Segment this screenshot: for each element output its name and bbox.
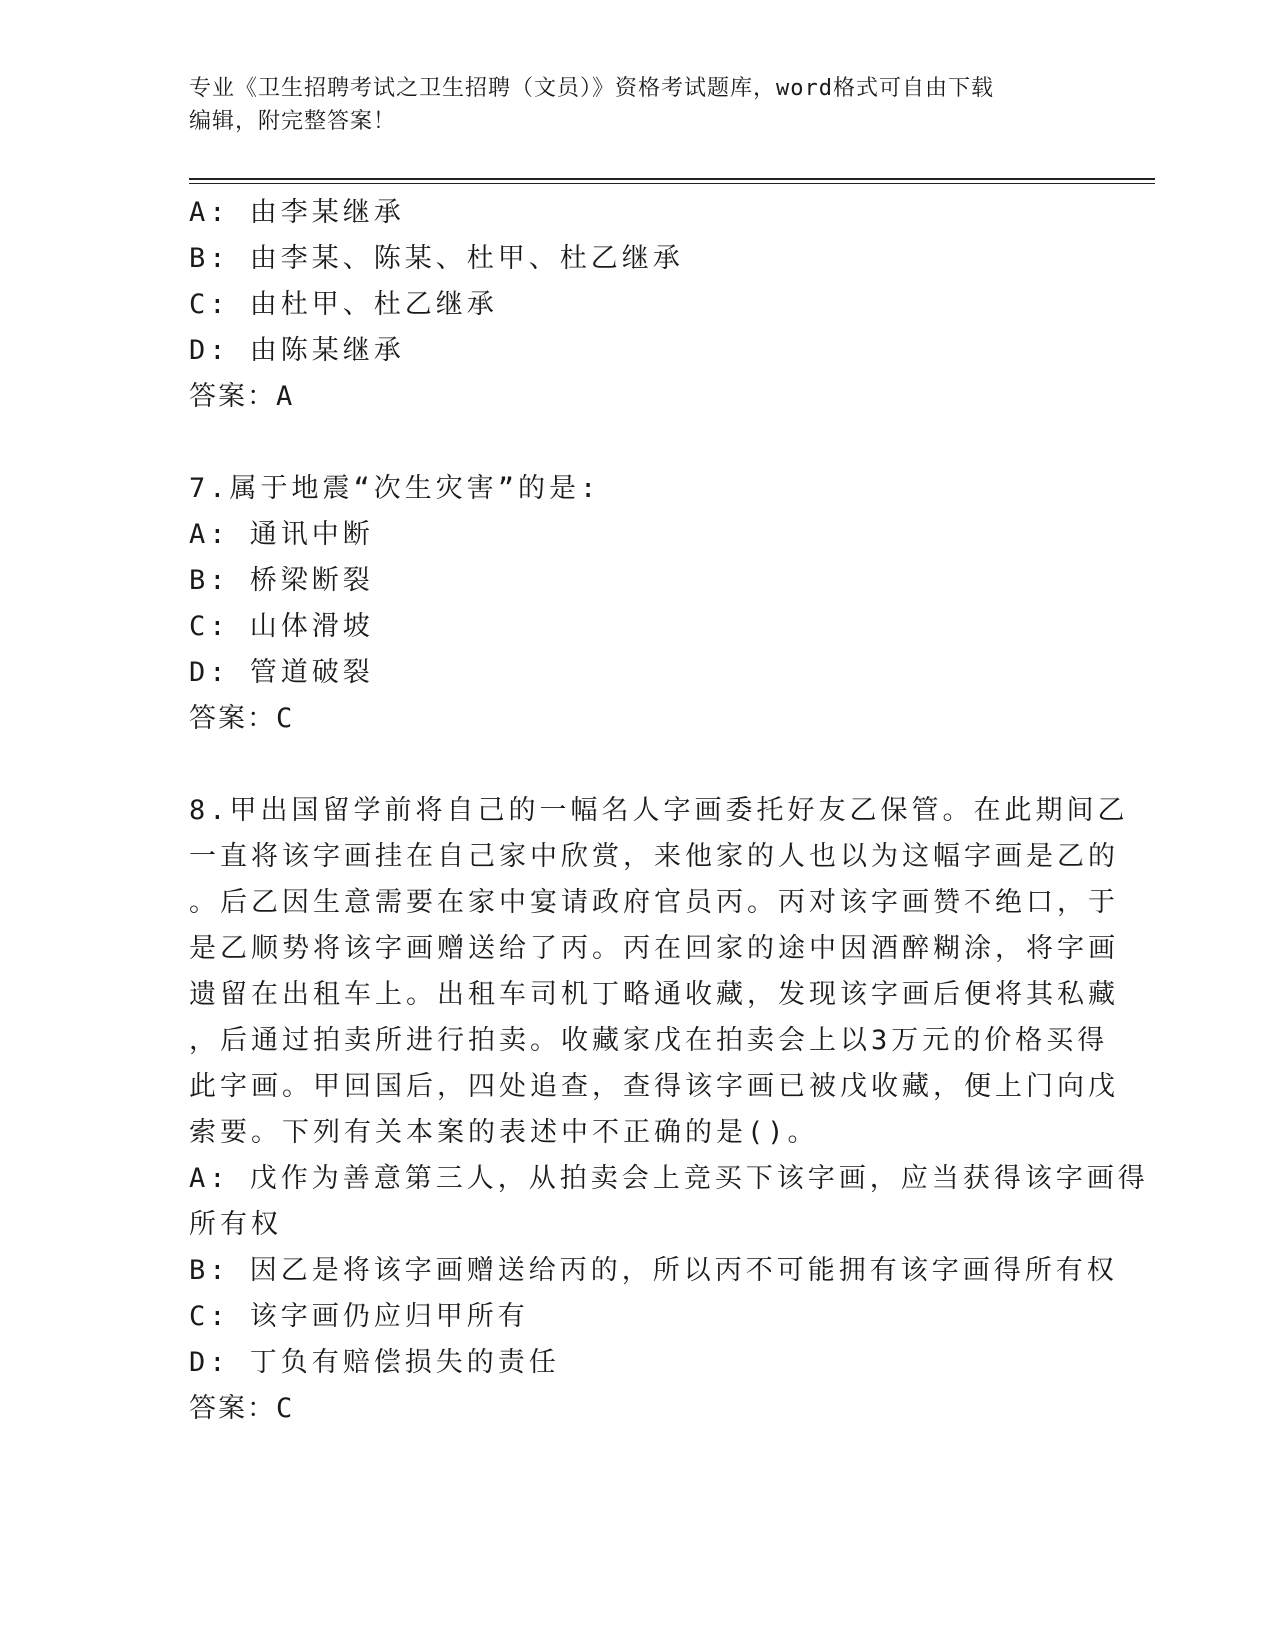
q8-question-line: 一直将该字画挂在自己家中欣赏，来他家的人也以为这幅字画是乙的 <box>189 841 1119 872</box>
q8-question-line: 。后乙因生意需要在家中宴请政府官员丙。丙对该字画赞不绝口，于 <box>189 887 1119 918</box>
q8-question-line: 索要。下列有关本案的表述中不正确的是()。 <box>189 1117 819 1148</box>
q8-answer: 答案：C <box>189 1393 295 1424</box>
spacer <box>189 742 1079 788</box>
q6-option-d: D: 由陈某继承 <box>189 335 405 366</box>
q7-answer: 答案：C <box>189 703 295 734</box>
q7-option-d: D: 管道破裂 <box>189 657 374 688</box>
q8-question-line: ，后通过拍卖所进行拍卖。收藏家戊在拍卖会上以3万元的价格买得 <box>189 1025 1109 1056</box>
question-6-block <box>189 190 1079 420</box>
document-body <box>189 190 1149 1432</box>
q8-option-a-line: A: 戊作为善意第三人，从拍卖会上竞买下该字画，应当获得该字画得 <box>189 1163 1149 1194</box>
q7-option-a: A: 通讯中断 <box>189 519 374 550</box>
header-line-2: 编辑，附完整答案！ <box>189 109 397 134</box>
q7-option-b: B: 桥梁断裂 <box>189 565 374 596</box>
q8-option-d: D: 丁负有赔偿损失的责任 <box>189 1347 560 1378</box>
header-divider-thin <box>189 183 1155 184</box>
question-7-block <box>189 466 1079 742</box>
q6-option-a: A: 由李某继承 <box>189 197 405 228</box>
q7-question: 7.属于地震“次生灾害”的是: <box>189 473 601 504</box>
q8-question-line: 此字画。甲回国后，四处追查，查得该字画已被戊收藏，便上门向戊 <box>189 1071 1119 1102</box>
q7-option-c: C: 山体滑坡 <box>189 611 374 642</box>
header-divider-thick <box>189 178 1155 180</box>
question-8-block <box>189 788 1149 1432</box>
q8-option-c: C: 该字画仍应归甲所有 <box>189 1301 529 1332</box>
q8-option-a-line: 所有权 <box>189 1209 282 1240</box>
q6-option-b: B: 由李某、陈某、杜甲、杜乙继承 <box>189 243 684 274</box>
spacer <box>189 420 1079 466</box>
q6-answer: 答案：A <box>189 381 295 412</box>
q8-question-line: 遗留在出租车上。出租车司机丁略通收藏，发现该字画后便将其私藏 <box>189 979 1119 1010</box>
document-header <box>189 72 1089 138</box>
q8-question-line: 是乙顺势将该字画赠送给了丙。丙在回家的途中因酒醉糊涂，将字画 <box>189 933 1119 964</box>
header-line-1: 专业《卫生招聘考试之卫生招聘（文员）》资格考试题库，word格式可自由下载 <box>189 76 994 101</box>
q6-option-c: C: 由杜甲、杜乙继承 <box>189 289 498 320</box>
q8-option-b: B: 因乙是将该字画赠送给丙的，所以丙不可能拥有该字画得所有权 <box>189 1255 1118 1286</box>
q8-question-line: 8.甲出国留学前将自己的一幅名人字画委托好友乙保管。在此期间乙 <box>189 795 1129 826</box>
